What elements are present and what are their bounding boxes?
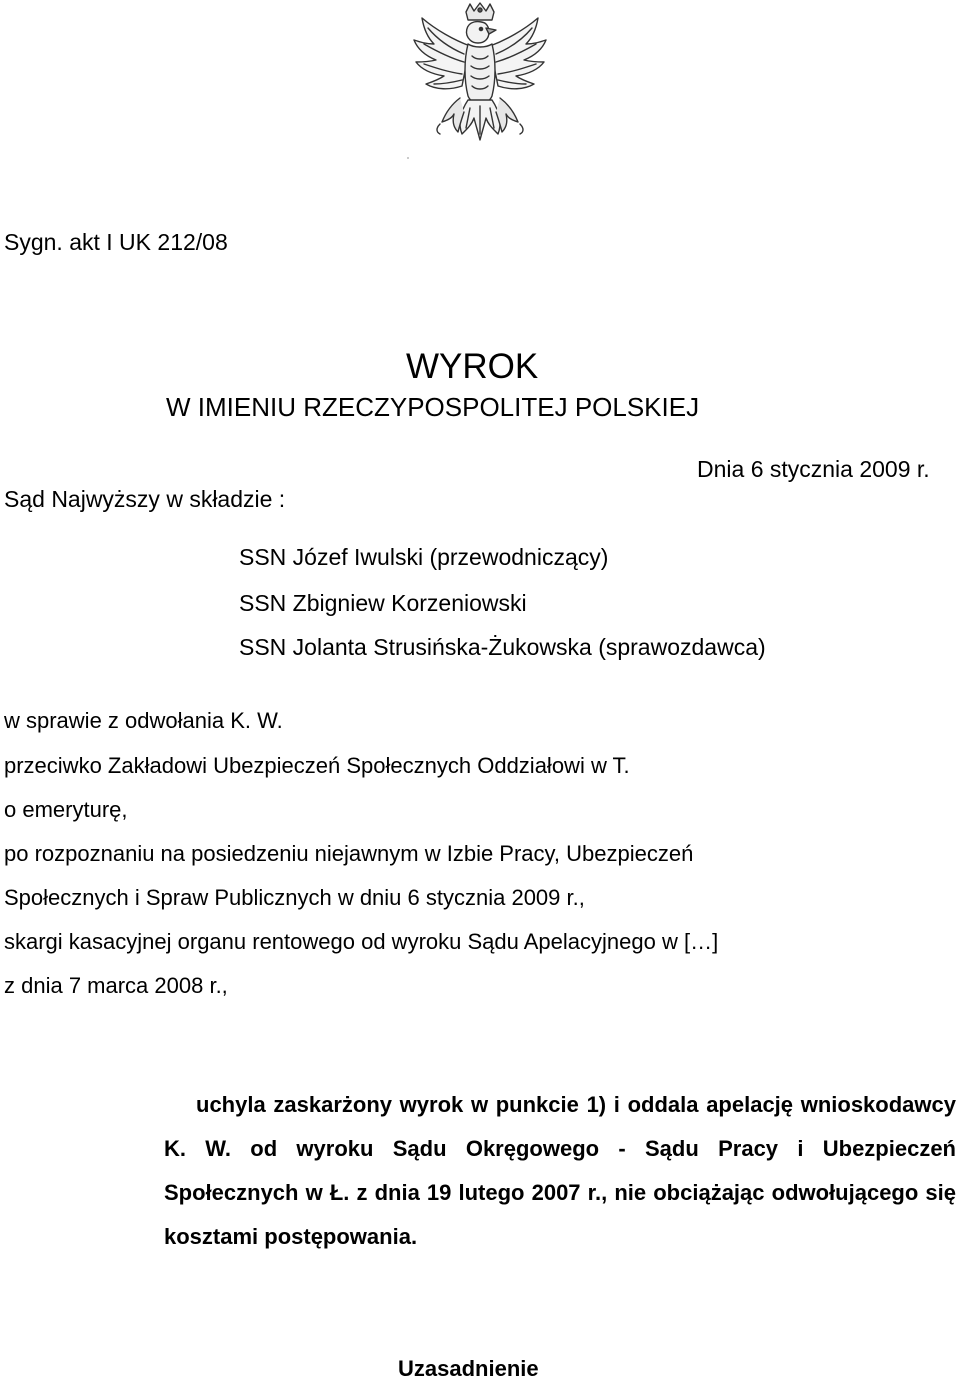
ruling-paragraph: uchyla zaskarżony wyrok w punkcie 1) i oddala apelację wnioskodawcy K. W. od wyroku Sądu Okręgowego - Sądu Pracy i Ubezpieczeń Społecznych w Ł. z dnia 19 lutego 2007 r., nie obciążając odwołującego się kosztami postępowania. xyxy=(164,1092,956,1249)
case-line: skargi kasacyjnej organu rentowego od wyroku Sądu Apelacyjnego w […] xyxy=(4,929,719,954)
judge-member: SSN Zbigniew Korzeniowski xyxy=(239,590,527,616)
case-line: po rozpoznaniu na posiedzeniu niejawnym w Izbie Pracy, Ubezpieczeń xyxy=(4,841,694,866)
case-line: o emeryturę, xyxy=(4,797,128,822)
document-title: WYROK xyxy=(406,347,539,386)
case-line: w sprawie z odwołania K. W. xyxy=(4,708,283,733)
document-subtitle: W IMIENIU RZECZYPOSPOLITEJ POLSKIEJ xyxy=(166,392,700,422)
ruling-date: Dnia 6 stycznia 2009 r. xyxy=(697,456,930,482)
case-line: z dnia 7 marca 2008 r., xyxy=(4,973,228,998)
case-line: przeciwko Zakładowi Ubezpieczeń Społecznych Oddziałowi w T. xyxy=(4,753,630,778)
case-line: Społecznych i Spraw Publicznych w dniu 6 stycznia 2009 r., xyxy=(4,885,585,910)
judge-rapporteur: SSN Jolanta Strusińska-Żukowska (sprawozdawca) xyxy=(239,634,766,660)
justification-heading: Uzasadnienie xyxy=(398,1356,539,1381)
eagle-emblem-icon xyxy=(394,0,566,170)
ruling-text xyxy=(164,1083,956,1259)
judge-presiding: SSN Józef Iwulski (przewodniczący) xyxy=(239,544,609,570)
court-composition-label: Sąd Najwyższy w składzie : xyxy=(4,486,286,512)
case-signature: Sygn. akt I UK 212/08 xyxy=(4,229,228,255)
